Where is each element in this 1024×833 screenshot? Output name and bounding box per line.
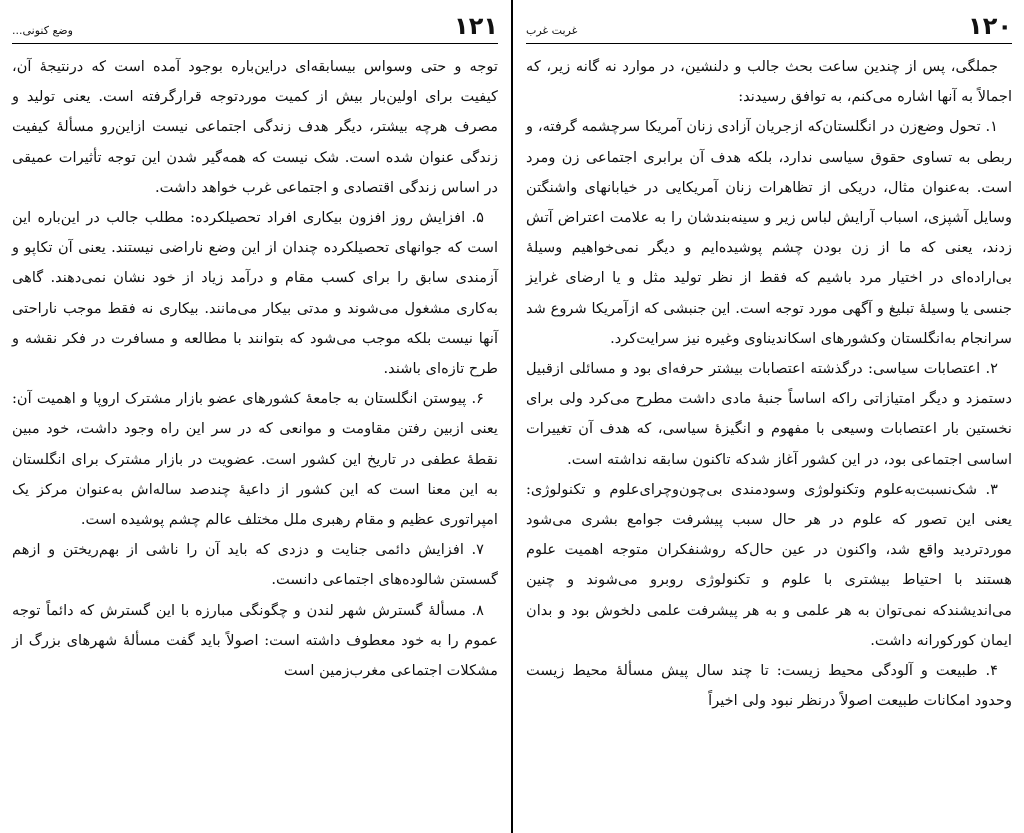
paragraph: ۷. افزایش دائمی جنایت و دزدی که باید آن را ناشی از بهم‌ریختن و ازهم گسستن شالوده‌های اجتماعی دانست. <box>12 541 498 589</box>
body-text <box>526 52 1012 716</box>
paragraph: ۴. طبیعت و آلودگی محیط زیست: تا چند سال پیش مسألهٔ محیط زیست وحدود امکانات طبیعت اصولاً درنظر نبود ولی اخیراً <box>526 662 1012 710</box>
paragraph: ۵. افزایش روز افزون بیکاری افراد تحصیلکرده: مطلب جالب در این‌باره این است که جوانهای تحصیلکرده چندان از این وضع ناراضی نیستند. یعنی آن تکاپو و آزمندی سابق را برای کسب مقام و درآمد زیاد از خود نشان نمی‌دهند. گاهی به‌کاری مشغول می‌شوند و مدتی بیکار می‌مانند. بیکاری نه فقط موجب ناراحتی آنها نیست بلکه موجب می‌شود که بتوانند با مطالعه و مسافرت در فکر نقشه و طرح تازه‌ای باشند. <box>12 209 498 378</box>
paragraph: ۱. تحول وضع‌زن در انگلستان‌که ازجریان آزادی زنان آمریکا سرچشمه گرفته، و ربطی به تساوی حقوق سیاسی ندارد، بلکه هدف آن برابری اجتماعی زن ومرد است. به‌عنوان مثال، دریکی از تظاهرات زنان آمریکایی در خیابانهای واشنگتن وسایل آشپزی، اسباب آرایش لباس زیر و سینه‌بندشان را به علامت اعتراض آتش زدند، یعنی که ما از زن بودن چشم پوشیده‌ایم و دیگر نمی‌خواهیم وسیلهٔ بی‌اراده‌ای در اختیار مرد باشیم که فقط از نظر تولید مثل و یا ارضای غرایز جنسی یا وسیلهٔ تبلیغ و آگهی مورد توجه است. این جنبشی که ازآمریکا شروع شد سرانجام به‌انگلستان وکشورهای اسکاندیناوی وغیره نیز سرایت‌کرد. <box>526 118 1012 347</box>
running-title: غربت غرب <box>526 24 578 37</box>
page-number: ۱۲۱ <box>454 12 498 40</box>
paragraph: ۳. شک‌نسبت‌به‌علوم وتکنولوژی وسودمندی بی‌چون‌وچرای‌علوم و تکنولوژی: یعنی این تصور که علوم در هر حال سبب پیشرفت جوامع بشری می‌شود موردتردید واقع شد، واکنون در عین حال‌که روشنفکران متوجه اهمیت علوم هستند با احتیاط بیشتری با علوم و تکنولوژی روبرو می‌شوند و چنین می‌اندیشندکه نمی‌توان به هر علمی و به هر پیشرفت علمی دلخوش بود و بدان ایمان کورکورانه داشت. <box>526 480 1012 649</box>
body-text <box>12 52 498 686</box>
paragraph: توجه و حتی وسواس بیسابقه‌ای دراین‌باره بوجود آمده است که درنتیجهٔ آن، کیفیت برای اولین‌بار بیش از کمیت موردتوجه قرارگرفته است. یعنی تولید و مصرف هرچه بیشتر، دیگر هدف زندگی اجتماعی نیست ازاین‌رو مسألهٔ کیفیت زندگی عنوان شده است. شک نیست که همه‌گیر شدن این توجه تأثیرات عمیقی در اساس زندگی اقتصادی و اجتماعی غرب خواهد داشت. <box>12 58 498 196</box>
running-head <box>12 0 498 40</box>
running-head <box>526 0 1012 40</box>
paragraph: جملگی، پس از چندین ساعت بحث جالب و دلنشین، در موارد نه گانه زیر، که اجمالاً به آنها اشاره می‌کنم، به توافق رسیدند: <box>526 58 1012 106</box>
running-title: وضع کنونی... <box>12 24 73 37</box>
page-gutter-rule <box>511 0 513 833</box>
header-rule <box>526 43 1012 44</box>
paragraph: ۶. پیوستن انگلستان به جامعهٔ کشورهای عضو بازار مشترک اروپا و اهمیت آن: یعنی ازبین رفتن مقاومت و موانعی که در سر این راه وجود داشت، خود مبین نقطهٔ عطفی در تاریخ این کشور است. عضویت در بازار مشترک برای انگلستان به این معنا است که این کشور از داعیهٔ چندصد ساله‌اش به‌عنوان مرکز یک امپراتوری عظیم و مقام رهبری ملل مختلف عالم چشم پوشیده است. <box>12 390 498 529</box>
page-number: ۱۲۰ <box>968 12 1012 40</box>
paragraph: ۲. اعتصابات سیاسی: درگذشته اعتصابات بیشتر حرفه‌ای بود و مسائلی ازقبیل دستمزد و دیگر امتیازاتی راکه اساساً جنبهٔ مادی داشت مطرح می‌کرد ولی برای نخستین بار اعتصابات وسیعی با مفهوم و انگیزهٔ سیاسی، که هدف آن تغییرات اساسی اجتماعی بود، در این کشور آغاز شدکه تاکنون سابقه نداشته است. <box>526 360 1012 468</box>
header-rule <box>12 43 498 44</box>
paragraph: ۸. مسألهٔ گسترش شهر لندن و چگونگی مبارزه با این گسترش که دائماً توجه عموم را به خود معطوف داشته است: اصولاً باید گفت مسألهٔ شهرهای بزرگ از مشکلات اجتماعی مغرب‌زمین است <box>12 601 498 680</box>
left-page <box>512 0 1024 833</box>
